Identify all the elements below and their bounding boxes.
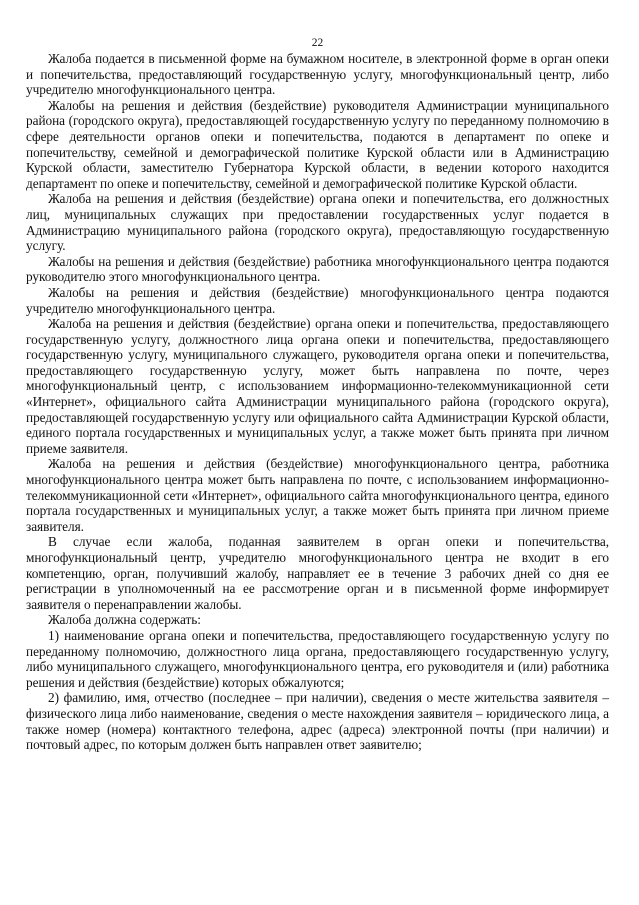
paragraph-complaint-contents-item-2: 2) фамилию, имя, отчество (последнее – при наличии), сведения о месте жительства заявителя – физического лица либо наименование, сведения о месте нахождения заявителя – юридического лица, а также номер (номера) контактного телефона, адрес (адреса) электронной почты (при наличии) и почтовый адрес, по которым должен быть направлен ответ заявителю; (26, 690, 609, 753)
paragraph-complaint-channels-guardianship: Жалоба на решения и действия (бездействие) органа опеки и попечительства, предоставляющего государственную услугу, должностного лица органа опеки и попечительства, предоставляющего государственную услугу, муниципального служащего, руководителя органа опеки и попечительства, предоставляющего государственную услугу, может быть направлена по почте, через многофункциональный центр, с использованием информационно-телекоммуникационной сети «Интернет», официального сайта Администрации муниципального района (городского округа), предоставляющей государственную услугу или официального сайта Администрации Курской области, единого портала государственных и муниципальных услуг, а также может быть принята при личном приеме заявителя. (26, 316, 609, 456)
paragraph-complaint-guardianship-body: Жалоба на решения и действия (бездействие) органа опеки и попечительства, его должностных лиц, муниципальных служащих при предоставлении государственных услуг подается в Администрацию муниципального района (городского округа), предоставляющую государственную услугу. (26, 191, 609, 254)
paragraph-complaint-redirect: В случае если жалоба, поданная заявителем в орган опеки и попечительства, многофункциональный центр, учредителю многофункционального центра не входит в его компетенцию, орган, получивший жалобу, направляет ее в течение 3 рабочих дней со дня ее регистрации в уполномоченный на ее рассмотрение орган и в письменной форме информирует заявителя о перенаправлении жалобы. (26, 534, 609, 612)
page-number: 22 (311, 37, 324, 49)
paragraph-complaint-form: Жалоба подается в письменной форме на бумажном носителе, в электронной форме в орган опеки и попечительства, предоставляющий государственную услугу, многофункциональный центр, либо учредителю многофункционального центра. (26, 51, 609, 98)
paragraph-complaint-contents-intro: Жалоба должна содержать: (48, 612, 201, 628)
paragraph-complaints-head-administration: Жалобы на решения и действия (бездействие) руководителя Администрации муниципального района (городского округа), предоставляющей государственную услугу по переданному полномочию в сфере деятельности органов опеки и попечительства, подаются в департамент по опеке и попечительству, семейной и демографической политике Курской области или в Администрацию Курской области, заместителю Губернатора Курской области, в ведении которого находится департамент по опеке и попечительству, семейной и демографической политике Курской области. (26, 97, 609, 191)
paragraph-complaint-channels-mfc: Жалоба на решения и действия (бездействие) многофункционального центра, работника многофункционального центра может быть направлена по почте, с использованием информационно-телекоммуникационной сети «Интернет», официального сайта многофункционального центра, единого портала государственных и муниципальных услуг, а также может быть принята при личном приеме заявителя. (26, 456, 609, 534)
paragraph-complaints-mfc: Жалобы на решения и действия (бездействие) многофункционального центра подаются учредителю многофункционального центра. (26, 284, 609, 316)
paragraph-complaints-mfc-worker: Жалобы на решения и действия (бездействие) работника многофункционального центра подаются руководителю этого многофункционального центра. (26, 253, 609, 285)
paragraph-complaint-contents-item-1: 1) наименование органа опеки и попечительства, предоставляющего государственную услугу по переданному полномочию, должностного лица органа, предоставляющего государственную услугу, либо муниципального служащего, многофункционального центра, его руководителя и (или) работника решения и действия (бездействие) которых обжалуются; (26, 627, 609, 690)
